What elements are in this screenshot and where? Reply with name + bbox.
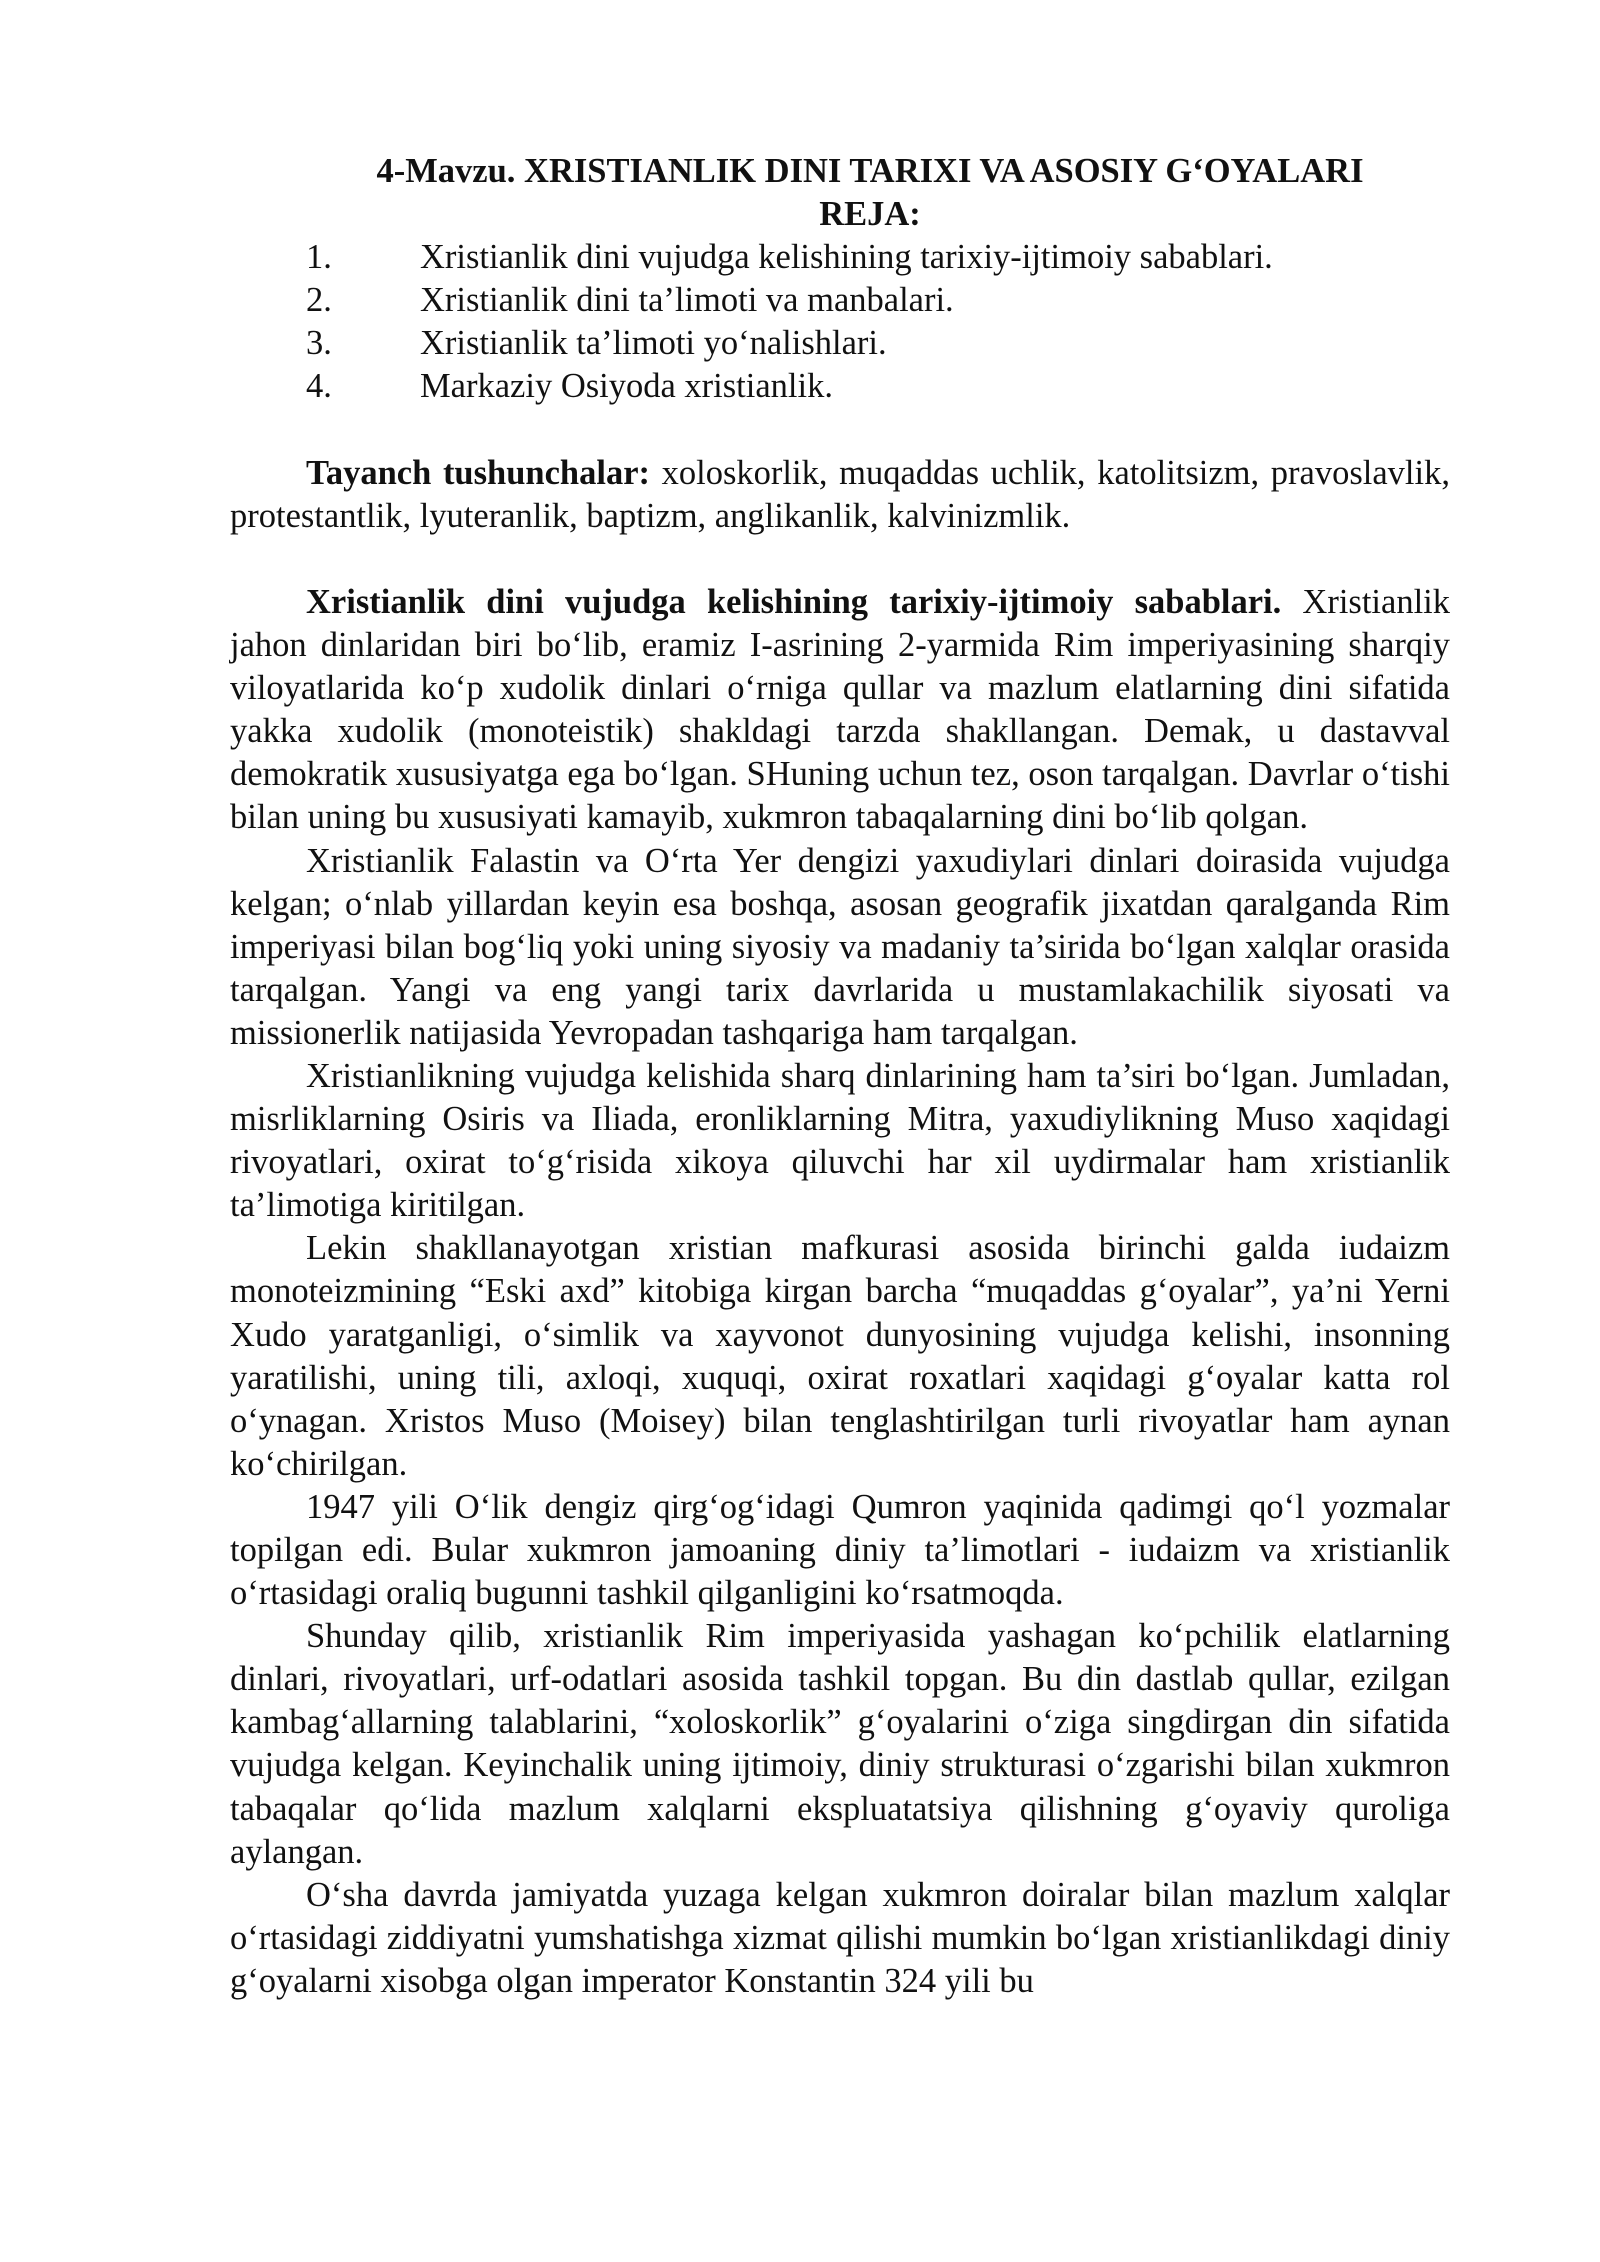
page-title: 4-Mavzu. XRISTIANLIK DINI TARIXI VA ASOSIY G‘OYALARI — [376, 152, 1364, 190]
list-item — [230, 365, 1450, 408]
list-item-text: Xristianlik dini vujudga kelishining tarixiy-ijtimoiy sabablari. — [420, 238, 1273, 277]
list-item — [230, 279, 1450, 322]
body-paragraph: Xristianlikning vujudga kelishida sharq dinlarining ham ta’siri bo‘lgan. Jumladan, misrliklarning Osiris va Iliada, eronliklarning Mitra, yaxudiylikning Muso xaqidagi rivoyatlari, oxirat to‘g‘risida xikoya qiluvchi har xil uydirmalar ham xristianlik ta’limotiga kiritilgan. — [230, 1056, 1450, 1225]
key-terms-text: xoloskorlik, muqaddas uchlik, katolitsizm, pravoslavlik, protestantlik, lyuteranlik, baptizm, anglikanlik, kalvinizmlik. — [230, 453, 1450, 535]
plan-heading: REJA: — [819, 195, 921, 234]
section-intro-paragraph — [230, 581, 1450, 840]
section-intro-text: Xristianlik jahon dinlaridan biri bo‘lib, eramiz I-asrining 2-yarmida Rim imperiyasining sharqiy viloyatlarida ko‘p xudolik dinlari o‘rniga qullar va mazlum elatlarning dini sifatida yakka xudolik (monoteistik) shakldagi tarzda shakllangan. Demak, u dastavval demokratik xususiyatga ega bo‘lgan. SHuning uchun tez, oson tarqalgan. Davrlar o‘tishi bilan uning bu xususiyati kamayib, xukmron tabaqalarning dini bo‘lib qolgan. — [230, 582, 1450, 837]
list-item-text: Xristianlik ta’limoti yo‘nalishlari. — [420, 324, 887, 363]
list-item-text: Markaziy Osiyoda xristianlik. — [420, 367, 833, 406]
body-paragraph: Lekin shakllanayotgan xristian mafkurasi asosida birinchi galda iudaizm monoteizmining “Eski axd” kitobiga kirgan barcha “muqaddas g‘oyalar”, ya’ni Yerni Xudo yaratganligi, o‘simlik va xayvonot dunyosining vujudga kelishi, insonning yaratilishi, uning tili, axloqi, xuquqi, oxirat roxatlari xaqidagi g‘oyalar katta rol o‘ynagan. Xristos Muso (Moisey) bilan tenglashtirilgan turli rivoyatlar ham aynan ko‘chirilgan. — [230, 1229, 1450, 1483]
list-item-number: 1. — [306, 238, 332, 277]
list-item — [230, 322, 1450, 365]
plan-list — [230, 236, 1450, 408]
body-paragraph: Shunday qilib, xristianlik Rim imperiyasida yashagan ko‘pchilik elatlarning dinlari, rivoyatlari, urf-odatlari asosida tashkil topgan. Bu din dastlab qullar, ezilgan kambag‘allarning talablarini, “xoloskorlik” g‘oyalarini o‘ziga singdirgan din sifatida vujudga kelgan. Keyinchalik uning ijtimoiy, diniy strukturasi o‘zgarishi bilan xukmron tabaqalar qo‘lida mazlum xalqlarni ekspluatatsiya qilishning g‘oyaviy quroliga aylangan. — [230, 1617, 1450, 1871]
list-item-number: 3. — [306, 324, 332, 363]
list-item-number: 2. — [306, 281, 332, 320]
key-terms-label: Tayanch tushunchalar: — [306, 453, 650, 492]
spacer — [230, 538, 1450, 581]
list-item-number: 4. — [306, 367, 332, 406]
body-paragraph: 1947 yili O‘lik dengiz qirg‘og‘idagi Qumron yaqinida qadimgi qo‘l yozmalar topilgan edi. Bular xukmron jamoaning diniy ta’limotlari - iudaizm va xristianlik o‘rtasidagi oraliq bugunni tashkil qilganligini ko‘rsatmoqda. — [230, 1487, 1450, 1613]
document-content — [230, 150, 1450, 2003]
list-item-text: Xristianlik dini ta’limoti va manbalari. — [420, 281, 954, 320]
key-terms-paragraph — [230, 452, 1450, 538]
list-item — [230, 236, 1450, 279]
body-paragraph: Xristianlik Falastin va O‘rta Yer dengizi yaxudiylari dinlari doirasida vujudga kelgan; o‘nlab yillardan keyin esa boshqa, asosan geografik jixatdan qaralganda Rim imperiyasi bilan bog‘liq yoki uning siyosiy va madaniy ta’sirida bo‘lgan xalqlar orasida tarqalgan. Yangi va eng yangi tarix davrlarida u mustamlakachilik siyosati va missionerlik natijasida Yevropadan tashqariga ham tarqalgan. — [230, 841, 1450, 1052]
spacer — [230, 409, 1450, 452]
body-paragraph: O‘sha davrda jamiyatda yuzaga kelgan xukmron doiralar bilan mazlum xalqlar o‘rtasidagi ziddiyatni yumshatishga xizmat qilishi mumkin bo‘lgan xristianlikdagi diniy g‘oyalarni xisobga olgan imperator Konstantin 324 yili bu — [230, 1875, 1450, 2000]
section-heading: Xristianlik dini vujudga kelishining tarixiy-ijtimoiy sabablari. — [306, 582, 1282, 621]
